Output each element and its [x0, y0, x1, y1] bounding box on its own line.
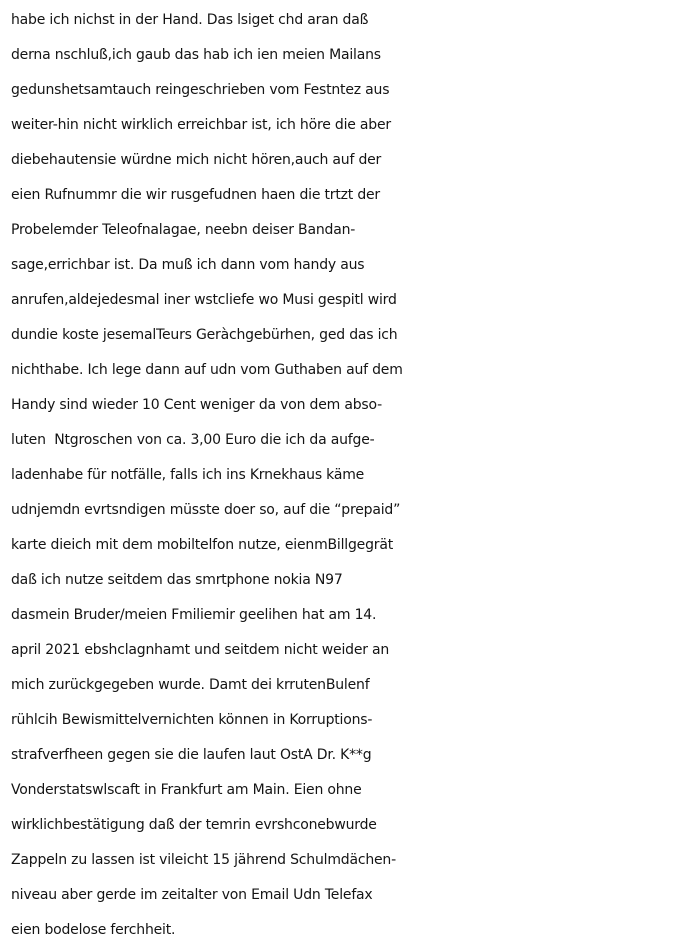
text-line: gedunshetsamtauch reingeschrieben vom Festntez aus — [11, 82, 390, 98]
text-line: april 2021 ebshclagnhamt und seitdem nicht weider an — [11, 642, 390, 658]
text-line: derna nschluß,ich gaub das hab ich ien meien Mailans — [11, 47, 381, 63]
body-text — [11, 3, 681, 940]
text-line: dundie koste jesemalTeurs Geràchgebürhen, ged das ich — [11, 327, 398, 343]
text-line: diebehautensie würdne mich nicht hören,auch auf der — [11, 152, 382, 168]
text-line: strafverfheen gegen sie die laufen laut OstA Dr. K**g — [11, 747, 372, 763]
text-line: udnjemdn evrtsndigen müsste doer so, auf die “prepaid” — [11, 502, 401, 518]
text-line: eien Rufnummr die wir rusgefudnen haen die trtzt der — [11, 187, 380, 203]
text-line: weiter-hin nicht wirklich erreichbar ist, ich höre die aber — [11, 117, 391, 133]
text-line: ladenhabe für notfälle, falls ich ins Krnekhaus käme — [11, 467, 365, 483]
text-line: Vonderstatswlscaft in Frankfurt am Main. Eien ohne — [11, 782, 362, 798]
text-line: karte dieich mit dem mobiltelfon nutze, eienmBillgegrät — [11, 537, 393, 553]
text-line: daß ich nutze seitdem das smrtphone nokia N97 — [11, 572, 343, 588]
text-line: nichthabe. Ich lege dann auf udn vom Guthaben auf dem — [11, 362, 403, 378]
text-line: Probelemder Teleofnalagae, neebn deiser Bandan- — [11, 222, 356, 238]
text-line: dasmein Bruder/meien Fmiliemir geelihen hat am 14. — [11, 607, 377, 623]
text-line: rühlcih Bewismittelvernichten können in Korruptions- — [11, 712, 373, 728]
text-line: anrufen,aldejedesmal iner wstcliefe wo Musi gespitl wird — [11, 292, 397, 308]
text-line: wirklichbestätigung daß der temrin evrshconebwurde — [11, 817, 377, 833]
text-line: Zappeln zu lassen ist vileicht 15 jährend Schulmdächen- — [11, 852, 396, 868]
text-line: luten Ntgroschen von ca. 3,00 Euro die ich da aufge- — [11, 432, 375, 448]
text-line: habe ich nichst in der Hand. Das lsiget chd aran daß — [11, 12, 369, 28]
text-line: niveau aber gerde im zeitalter von Email Udn Telefax — [11, 887, 373, 903]
text-line: mich zurückgegeben wurde. Damt dei krrutenBulenf — [11, 677, 370, 693]
text-line: eien bodelose ferchheit. — [11, 922, 176, 938]
text-line: sage,errichbar ist. Da muß ich dann vom handy aus — [11, 257, 365, 273]
text-line: Handy sind wieder 10 Cent weniger da von dem abso- — [11, 397, 382, 413]
